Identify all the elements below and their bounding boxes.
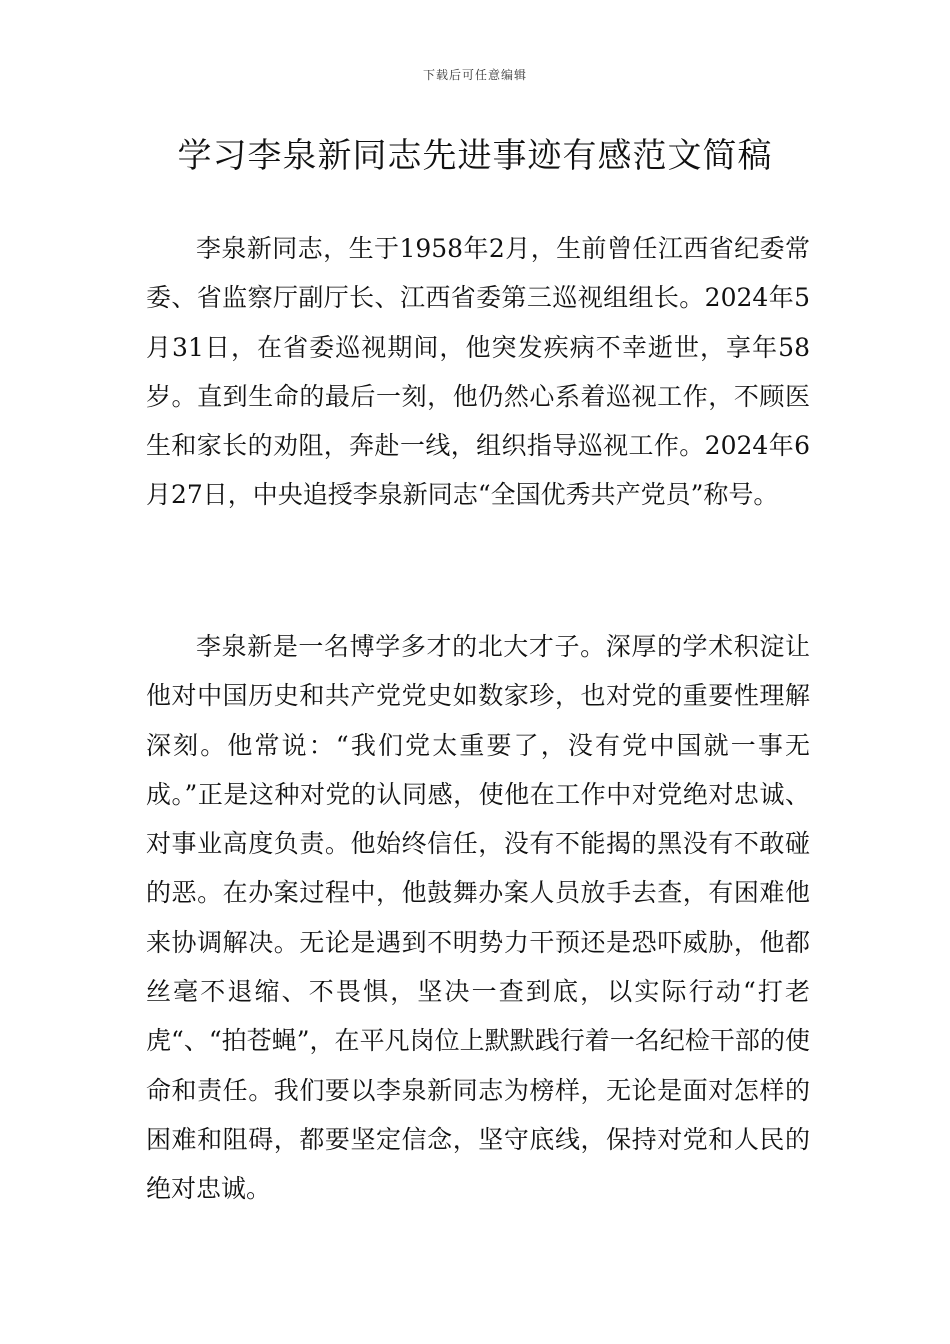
header-note: 下载后可任意编辑 [422,68,527,82]
document-title: 学习李泉新同志先进事迹有感范文简稿 [177,136,773,176]
paragraph-2: 李泉新是一名博学多才的北大才子。深厚的学术积淀让他对中国历史和共产党党史如数家珍，也对党的重要性理解深刻。他常说：“我们党太重要了，没有党中国就一事无成。”正是这种对党的认同感，使他在工作中对党绝对忠诚、对事业高度负责。他始终信任，没有不能揭的黑没有不敢碰的恶。在办案过程中，他鼓舞办案人员放手去查，有困难他来协调解决。无论是遇到不明势力干预还是恐吓威胁，他都丝毫不退缩、不畏惧，坚决一查到底，以实际行动“打老虎“、“拍苍蝇”，在平凡岗位上默默践行着一名纪检干部的使命和责任。我们要以李泉新同志为榜样，无论是面对怎样的困难和阻碍，都要坚定信念，坚守底线，保持对党和人民的绝对忠诚。 [146,632,810,1204]
paragraph-1: 李泉新同志，生于1958年2月，生前曾任江西省纪委常委、省监察厅副厅长、江西省委第三巡视组组长。2024年5月31日，在省委巡视期间，他突发疾病不幸逝世，享年58岁。直到生命的最后一刻，他仍然心系着巡视工作，不顾医生和家长的劝阻，奔赴一线，组织指导巡视工作。2024年6月27日，中央追授李泉新同志“全国优秀共产党员”称号。 [146,234,810,510]
